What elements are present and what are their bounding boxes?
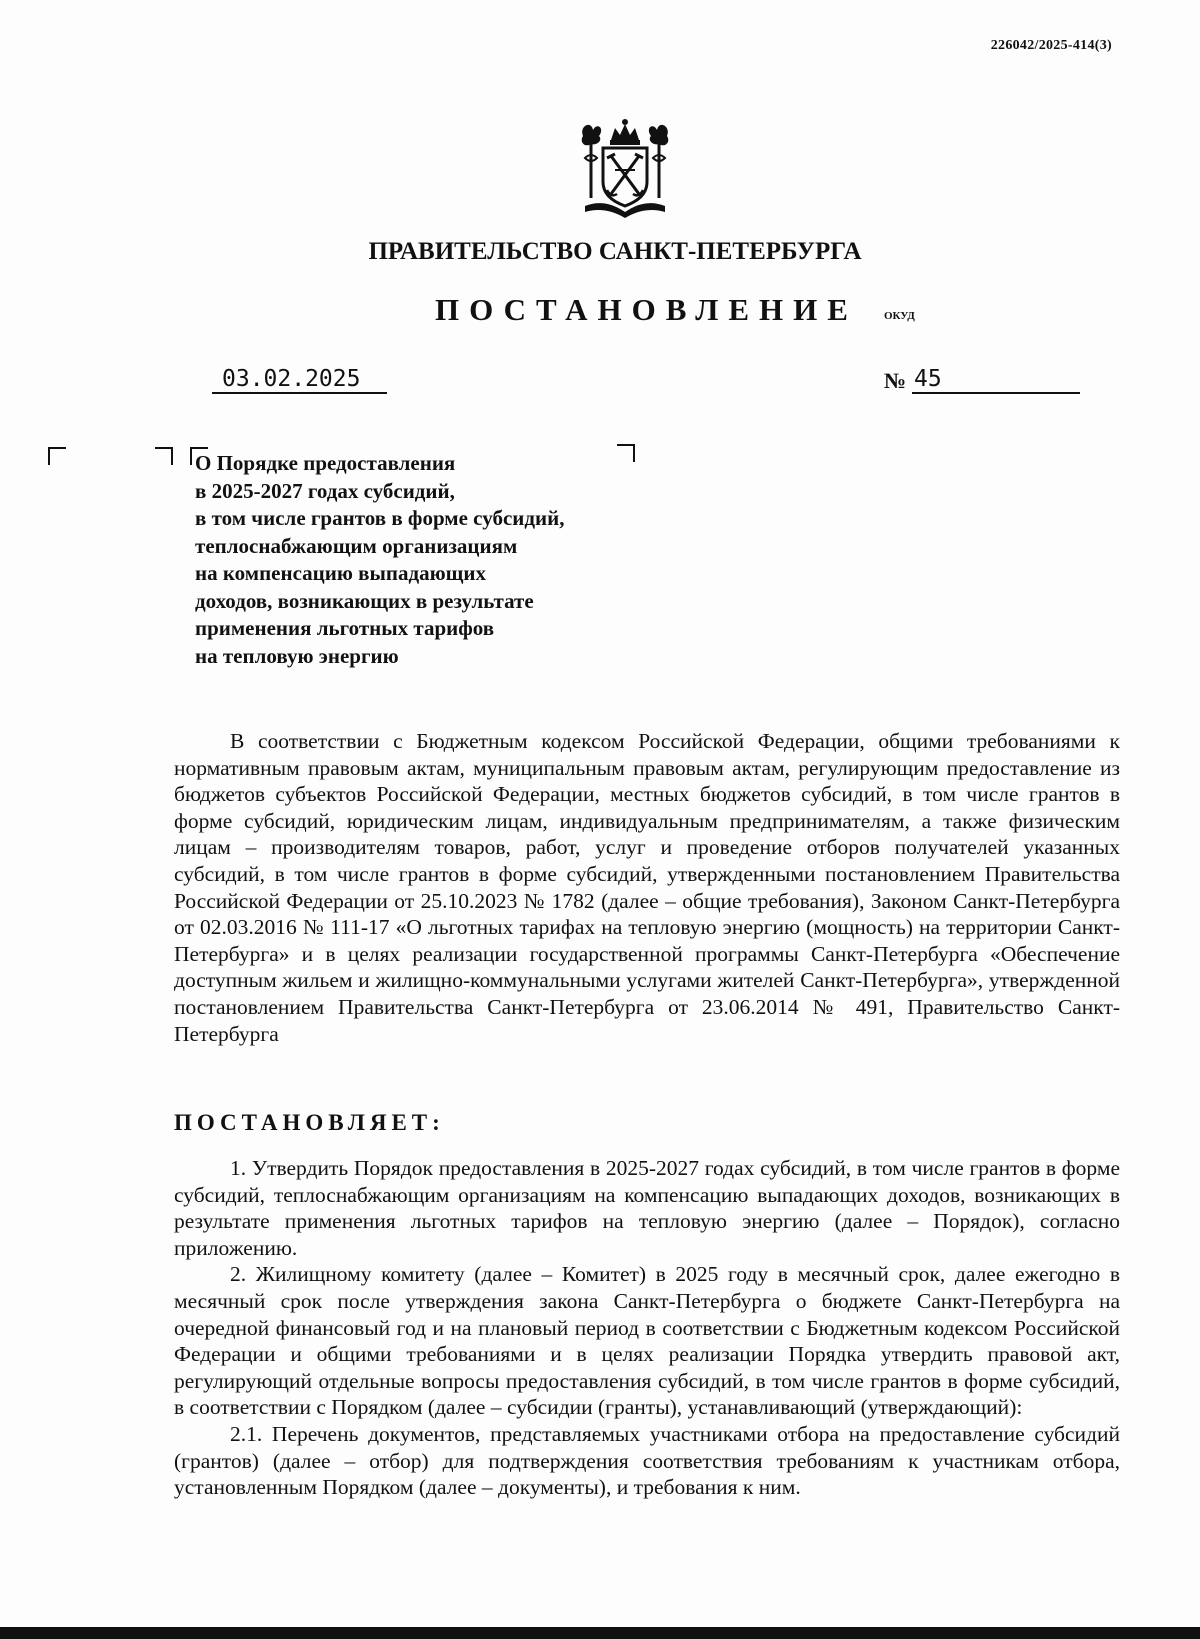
subject-line: применения льготных тарифов — [195, 616, 495, 640]
bracket-mark — [155, 447, 173, 465]
bracket-mark — [48, 447, 66, 465]
bracket-mark — [617, 444, 635, 462]
subject-line: доходов, возникающих в результате — [195, 588, 534, 613]
government-title: ПРАВИТЕЛЬСТВО САНКТ-ПЕТЕРБУРГА — [368, 238, 862, 265]
subject-line: в том числе грантов в форме субсидий, — [195, 506, 565, 530]
subject-line: на тепловую энергию — [195, 643, 399, 668]
subject-line: в 2025-2027 годах субсидий, — [195, 478, 455, 503]
item-paragraph: 2.1. Перечень документов, представляемых участниками отбора на предоставление субсидий (грантов) (далее – отбор) для подтверждения соответствия требованиям к участникам отбора, установленным Порядком (далее – документы), и требования к ним. — [174, 1421, 1120, 1500]
item-paragraph: 1. Утвердить Порядок предоставления в 2025-2027 годах субсидий, в том числе грантов в форме субсидий, теплоснабжающим организациям на компенсацию выпадающих доходов, возникающих в результате применения льготных тарифов на тепловую энергию (далее – Порядок), согласно приложению. — [174, 1156, 1120, 1260]
subject-line: теплоснабжающим организациям — [195, 533, 518, 558]
scan-edge — [0, 1627, 1200, 1639]
okud-label: ОКУД — [884, 310, 915, 322]
saint-petersburg-coat-of-arms-icon — [575, 118, 675, 220]
resolves-heading: ПОСТАНОВЛЯЕТ: — [174, 1110, 445, 1135]
document-type: ПОСТАНОВЛЕНИЕ — [435, 292, 858, 327]
document-subject — [195, 450, 564, 670]
document-code: 226042/2025-414(3) — [990, 38, 1112, 53]
preamble-paragraph: В соответствии с Бюджетным кодексом Российской Федерации, общими требованиями к нормативным правовым актам, муниципальным правовым актам, регулирующим предоставление из бюджетов субъектов Российской Федерации, местных бюджетов субсидий, в том числе грантов в форме субсидий, юридическим лицам, индивидуальным предпринимателям, а также физическим лицам – производителям товаров, работ, услуг и проведение отборов получателей указанных субсидий, в том числе грантов в форме субсидий, утвержденными постановлением Правительства Российской Федерации от 25.10.2023 № 1782 (далее – общие требования), Законом Санкт-Петербурга от 02.03.2016 № 111-17 «О льготных тарифах на тепловую энергию (мощность) на территории Санкт-Петербурга» и в целях реализации государственной программы Санкт-Петербурга «Обеспечение доступным жильем и жилищно-коммунальными услугами жителей Санкт-Петербурга», утвержденной постановлением Правительства Санкт-Петербурга от 23.06.2014 № 491, Правительство Санкт-Петербурга — [174, 729, 1120, 1046]
resolution-items — [174, 1155, 1120, 1501]
document-number: 45 — [912, 366, 1080, 394]
number-label: № — [884, 368, 907, 393]
document-date: 03.02.2025 — [212, 366, 387, 394]
subject-line: О Порядке предоставления — [195, 451, 456, 475]
preamble — [174, 728, 1120, 1047]
subject-line: на компенсацию выпадающих — [195, 561, 487, 585]
item-paragraph: 2. Жилищному комитету (далее – Комитет) в 2025 году в месячный срок, далее ежегодно в месячный срок после утверждения закона Санкт-Петербурга о бюджете Санкт-Петербурга на очередной финансовый год и на плановый период в соответствии с Бюджетным кодексом Российской Федерации и общими требованиями и в целях реализации Порядка утвердить правовой акт, регулирующий отдельные вопросы предоставления субсидий, в том числе грантов в форме субсидий, в соответствии с Порядком (далее – субсидии (гранты), устанавливающий (утверждающий): — [174, 1262, 1120, 1420]
